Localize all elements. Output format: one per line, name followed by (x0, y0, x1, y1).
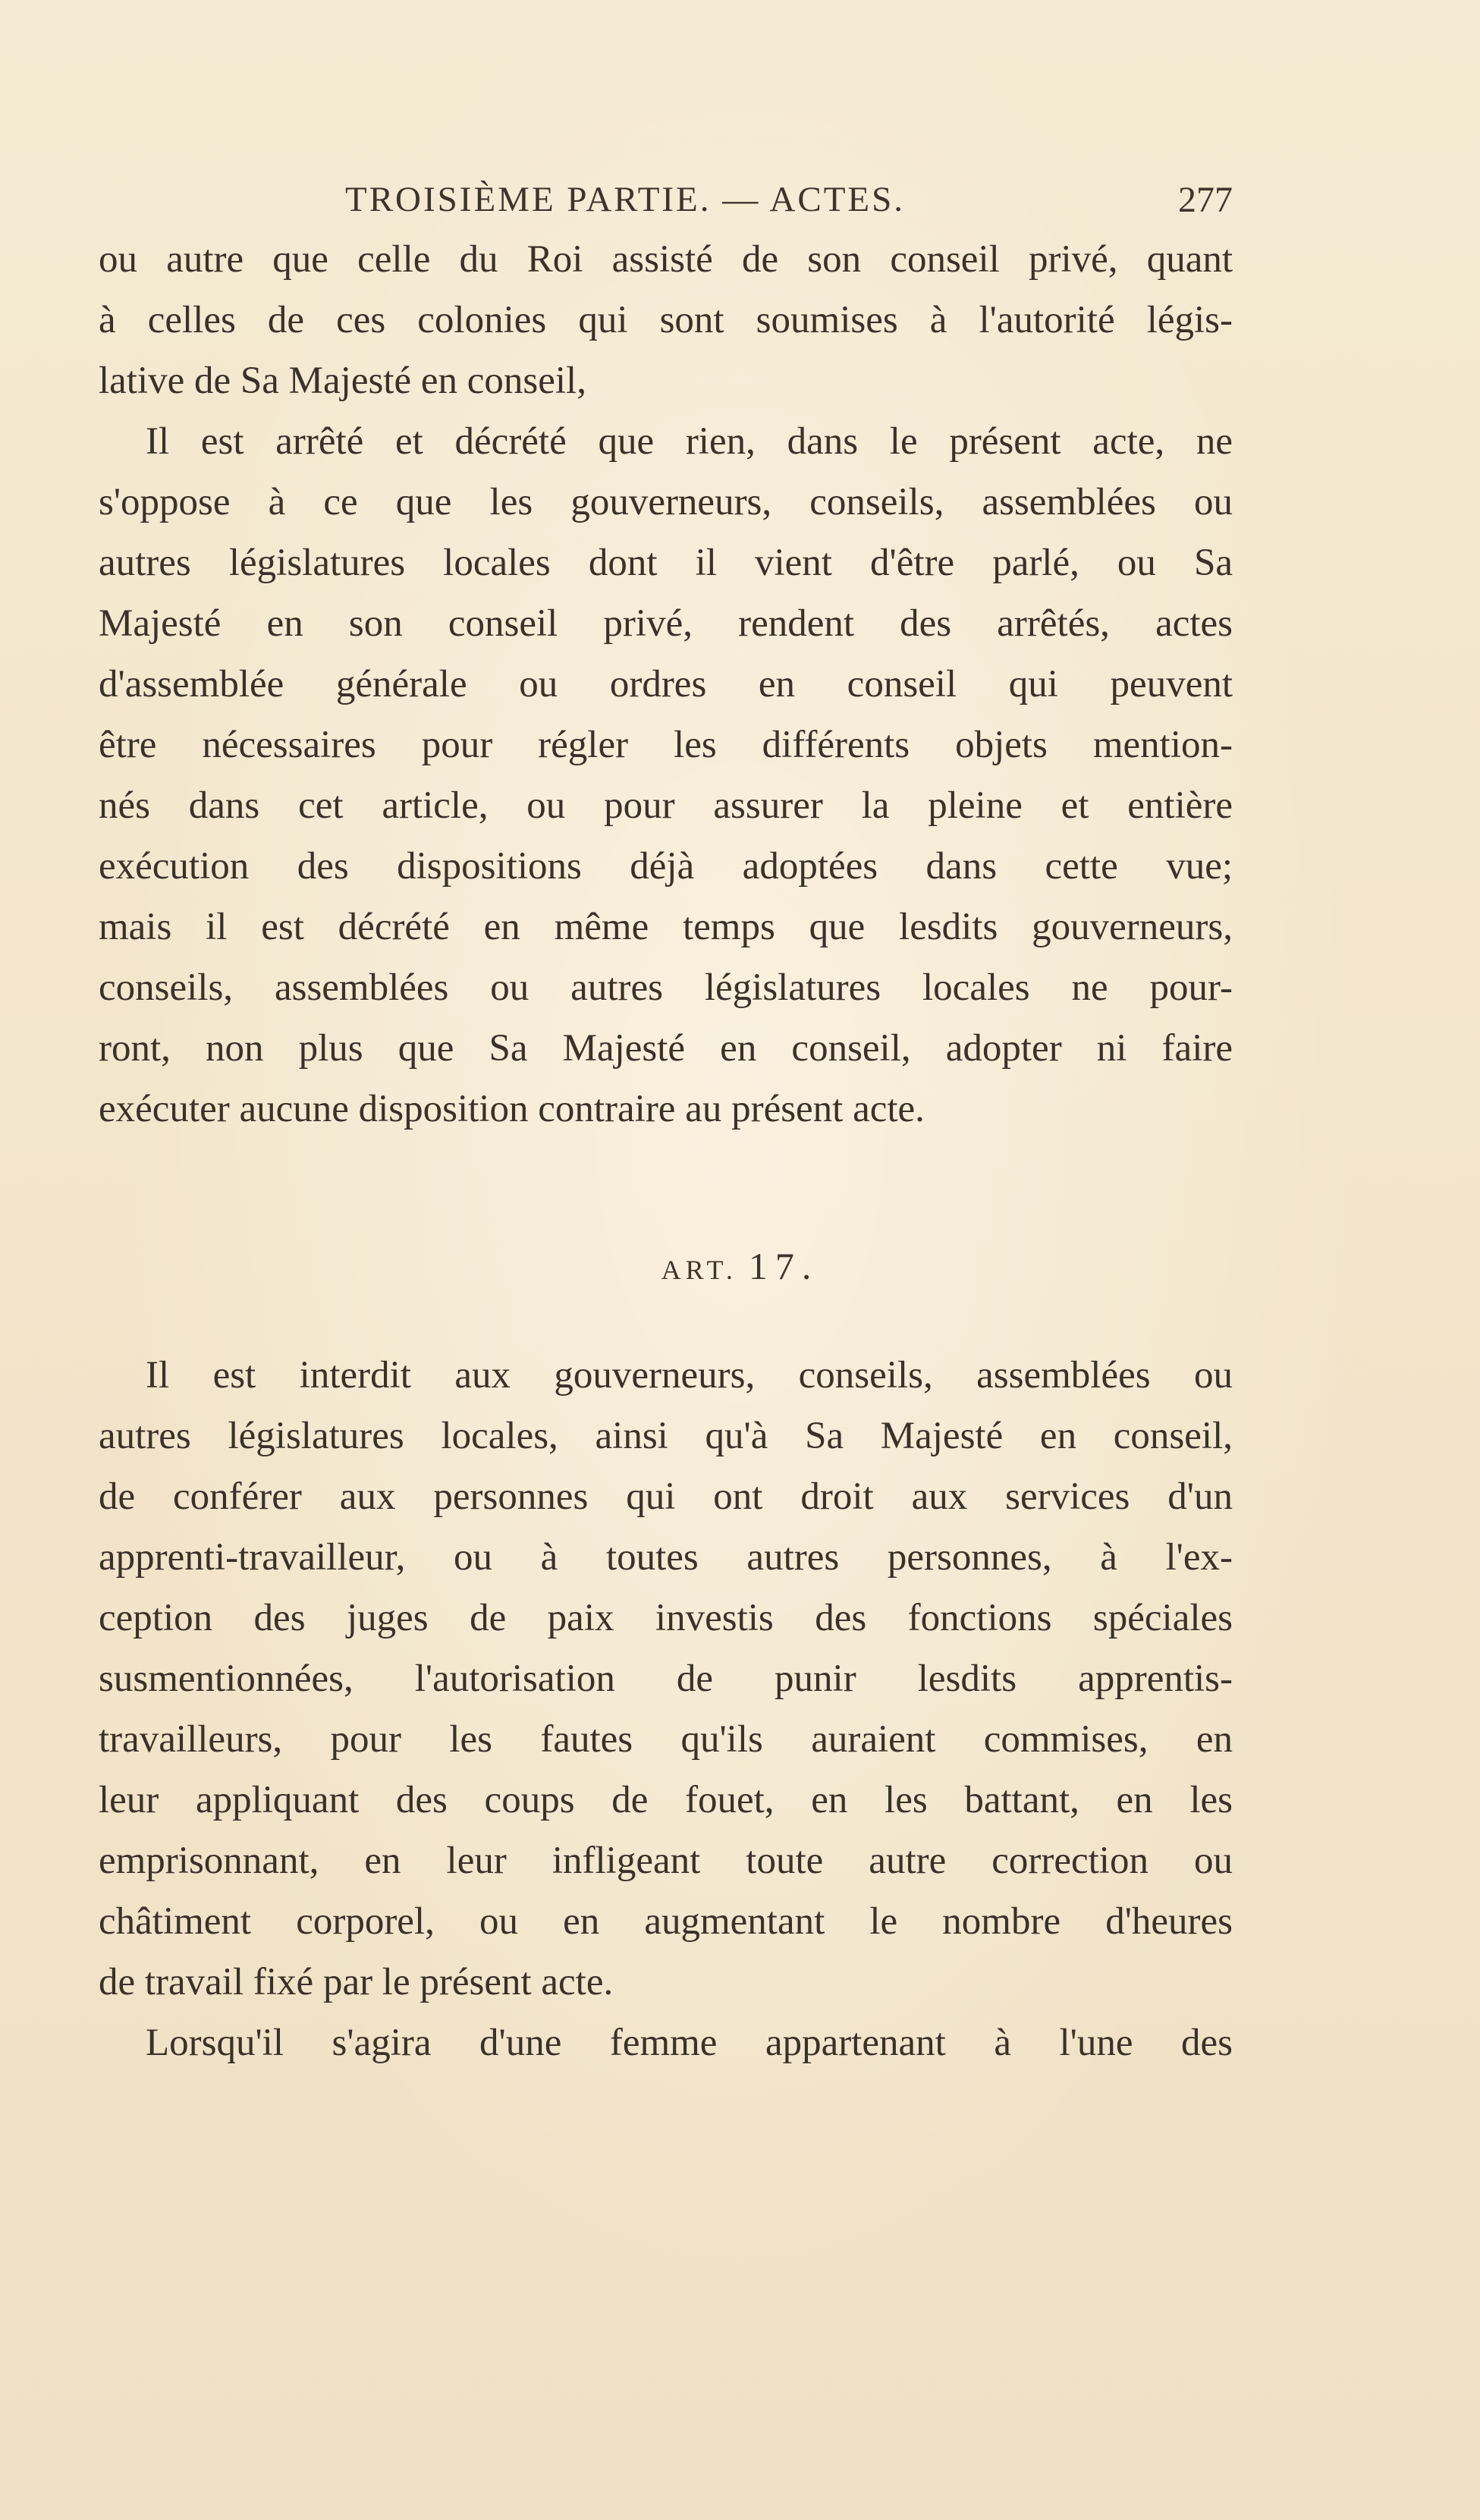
paragraph (99, 411, 1233, 1139)
article-number: 17. (748, 1245, 819, 1287)
text-line: Il est arrêté et décrété que rien, dans le présent acte, ne (146, 420, 1233, 463)
text-line: Majesté en son conseil privé, rendent des arrêtés, actes (99, 602, 1233, 645)
text-line: châtiment corporel, ou en augmentant le nombre d'heures (99, 1900, 1233, 1943)
text-line: leur appliquant des coups de fouet, en les battant, en les (99, 1779, 1233, 1821)
text-line: Il est interdit aux gouverneurs, conseils, assemblées ou (146, 1354, 1233, 1397)
text-block-upper (99, 229, 1233, 1139)
text-line: d'assemblée générale ou ordres en conseil qui peuvent (99, 663, 1233, 705)
running-head (345, 179, 1233, 232)
article-label: ART. (661, 1255, 737, 1285)
paragraph (99, 2013, 1233, 2073)
text-line: susmentionnées, l'autorisation de punir lesdits apprentis- (99, 1657, 1233, 1700)
page-number: 277 (1178, 180, 1233, 220)
text-line: nés dans cet article, ou pour assurer la pleine et entière (99, 784, 1233, 827)
text-line: s'oppose à ce que les gouverneurs, conseils, assemblées ou (99, 481, 1233, 523)
text-line: Lorsqu'il s'agira d'une femme appartenant à l'une des (146, 2022, 1233, 2064)
text-line: mais il est décrété en même temps que lesdits gouverneurs, (99, 906, 1233, 948)
paragraph-continuation (99, 229, 1233, 411)
text-line: conseils, assemblées ou autres législatures locales ne pour- (99, 966, 1233, 1009)
text-line: apprenti-travailleur, ou à toutes autres personnes, à l'ex- (99, 1536, 1233, 1579)
text-line: être nécessaires pour régler les différents objets mention- (99, 724, 1233, 766)
text-line: ront, non plus que Sa Majesté en conseil, adopter ni faire (99, 1027, 1233, 1070)
text-line: travailleurs, pour les fautes qu'ils auraient commises, en (99, 1718, 1233, 1761)
text-line: autres législatures locales dont il vient d'être parlé, ou Sa (99, 542, 1233, 584)
text-line: de conférer aux personnes qui ont droit aux services d'un (99, 1475, 1233, 1518)
running-title: TROISIÈME PARTIE. — ACTES. (345, 180, 906, 219)
text-line: ou autre que celle du Roi assisté de son conseil privé, quant (99, 238, 1233, 281)
text-line: autres législatures locales, ainsi qu'à Sa Majesté en conseil, (99, 1415, 1233, 1457)
text-line: ception des juges de paix investis des fonctions spéciales (99, 1597, 1233, 1639)
text-block-lower (99, 1345, 1233, 2073)
text-line: emprisonnant, en leur infligeant toute autre correction ou (99, 1840, 1233, 1882)
text-line: lative de Sa Majesté en conseil, (99, 360, 586, 402)
text-line: exécution des dispositions déjà adoptées dans cette vue; (99, 845, 1233, 888)
text-line: exécuter aucune disposition contraire au présent acte. (99, 1088, 925, 1130)
text-line: de travail fixé par le présent acte. (99, 1961, 614, 2003)
paragraph (99, 1345, 1233, 2013)
article-heading (0, 1244, 1480, 1288)
text-line: à celles de ces colonies qui sont soumises à l'autorité légis- (99, 299, 1233, 341)
